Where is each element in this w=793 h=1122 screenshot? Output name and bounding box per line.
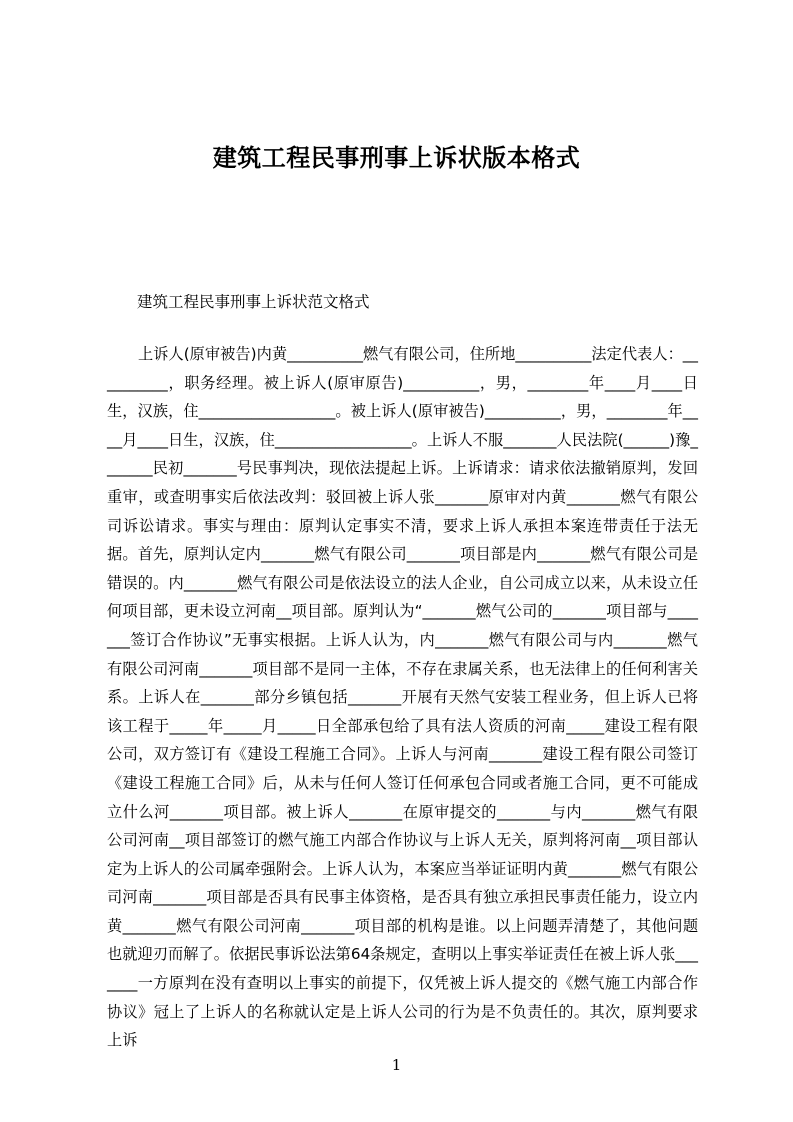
document-title: 建筑工程民事刑事上诉状版本格式 — [212, 144, 581, 172]
body-paragraph: 上诉人(原审被告)内黄__________燃气有限公司，住所地__________法定代表人：__________，职务经理。被上诉人(原审原告)__________，男，________年____月____日生，汉族，住__________________。被上诉人(原审被告)__________，男，________年____月____日生，汉族，住__________________。上诉人不服_______人民法院(______)豫_______民初_______号民事判决，现依法提起上诉。上诉请求：请求依法撤销原判，发回重审，或查明事实后依法改判：驳回被上诉人张_______原审对内黄_______燃气有限公司诉讼请求。事实与理由：原判认定事实不清，要求上诉人承担本案连带责任于法无据。首先，原判认定内_______燃气有限公司_______项目部是内_______燃气有限公司是错误的。内_______燃气有限公司是依法设立的法人企业，自公司成立以来，从未设立任何项目部，更未设立河南__项目部。原判认为“_______燃气公司的_______项目部与_______签订合作协议”无事实根据。上诉人认为，内_______燃气有限公司与内_______燃气有限公司河南_______项目部不是同一主体，不存在隶属关系，也无法律上的任何利害关系。上诉人在_______部分乡镇包括_______开展有天然气安装工程业务，但上诉人已将该工程于_____年_____月_____日全部承包给了具有法人资质的河南_____建设工程有限公司，双方签订有《建设工程施工合同》。上诉人与河南_______建设工程有限公司签订《建设工程施工合同》后，从未与任何人签订任何承包合同或者施工合同，更不可能成立什么河_______项目部。被上诉人_______在原审提交的_______与内_______燃气有限公司河南__项目部签订的燃气施工内部合作协议与上诉人无关，原判将河南__项目部认定为上诉人的公司属牵强附会。上诉人认为，本案应当举证证明内黄_______燃气有限公司河南_______项目部是否具有民事主体资格，是否具有独立承担民事责任能力，设立内黄_______燃气有限公司河南_______项目部的机构是谁。以上问题弄清楚了，其他问题也就迎刃而解了。依据民事诉讼法第64条规定，查明以上事实举证责任在被上诉人张_______一方原判在没有查明以上事实的前提下，仅凭被上诉人提交的《燃气施工内部合作协议》冠上了上诉人的名称就认定是上诉人公司的行为是不负责任的。其次，原判要求上诉 — [107, 345, 698, 1050]
page-number: 1 — [391, 1056, 402, 1074]
document-subtitle: 建筑工程民事刑事上诉状范文格式 — [137, 293, 370, 311]
